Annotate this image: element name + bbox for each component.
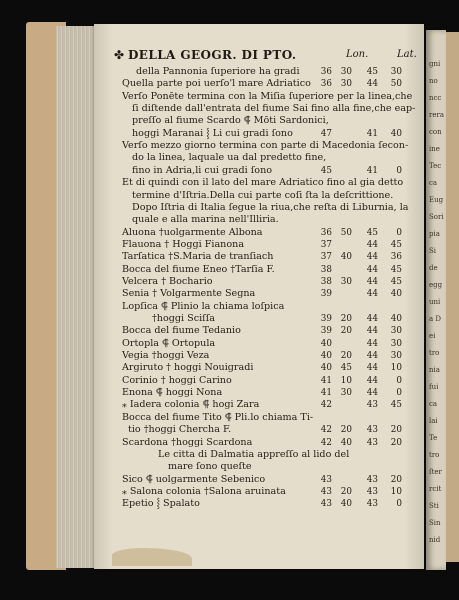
right-page-fragment: a D [429, 315, 442, 323]
lat-minutes: 0 [396, 499, 402, 509]
lon-degrees: 43 [320, 499, 332, 509]
lat-minutes: 40 [390, 289, 402, 299]
right-page-fragment: ca [429, 179, 438, 187]
text-line: Aluona †uolgarmente Albona [122, 227, 263, 238]
lon-degrees: 40 [320, 351, 332, 361]
lon-minutes: 20 [340, 425, 352, 435]
lon-degrees: 38 [320, 265, 332, 275]
lat-minutes: 10 [390, 487, 402, 497]
lon-minutes: 40 [340, 499, 352, 509]
text-line: Scardona †hoggi Scardona [122, 437, 253, 448]
right-page-fragment: Tec [429, 162, 442, 170]
text-line: Argiruto † hoggi Nouigradi [122, 362, 254, 373]
text-line: Bocca del fiume Tedanio [122, 325, 241, 336]
lon-degrees: 36 [320, 79, 332, 89]
text-line: Sico ⸿ uolgarmente Sebenico [122, 474, 266, 485]
text-line: quale e alla marina nell'Illiria. [132, 214, 279, 225]
right-page-fragment: Si [429, 247, 437, 255]
text-line: Enona ⸿ hoggi Nona [122, 387, 223, 398]
lat-degrees: 44 [366, 252, 378, 262]
lon-degrees: 37 [320, 252, 332, 262]
lat-minutes: 20 [390, 438, 402, 448]
lat-degrees: 43 [366, 487, 378, 497]
lat-degrees: 44 [366, 277, 378, 287]
lat-minutes: 40 [390, 314, 402, 324]
text-line: Corinio † hoggi Carino [122, 375, 232, 386]
right-page-fragment: ca [429, 400, 438, 408]
lat-degrees: 44 [366, 265, 378, 275]
right-page-fragment: ncc [429, 94, 442, 102]
right-page-fragment: ſter [429, 468, 442, 476]
text-line: ⁎ Iadera colonia ⸿ hogi Zara [122, 399, 260, 410]
text-line: Vegia †hoggi Veza [122, 350, 210, 361]
lat-degrees: 43 [366, 499, 378, 509]
text-line: Verſo Ponēte termina con la Miſia ſuperiore per la linea,che [122, 91, 413, 102]
lat-degrees: 45 [366, 67, 378, 77]
right-page-fragment: Sin [429, 519, 441, 527]
fleuron-icon: ✤ [114, 48, 125, 62]
right-page-fragment: pia [429, 230, 440, 238]
lat-minutes: 45 [390, 277, 402, 287]
lon-degrees: 41 [320, 376, 332, 386]
lat-degrees: 44 [366, 376, 378, 386]
lon-degrees: 39 [320, 289, 332, 299]
right-page-fragment: lai [429, 417, 438, 425]
lon-degrees: 47 [320, 129, 332, 139]
lat-minutes: 20 [390, 475, 402, 485]
lon-degrees: 42 [320, 425, 332, 435]
text-line: Tarſatica †S.Maria de tranſiach [122, 251, 274, 262]
lat-minutes: 45 [390, 265, 402, 275]
longitude-label: Lon. [346, 49, 369, 60]
text-line: Flauona † Hoggi Fianona [122, 239, 245, 250]
text-line: Epetio ⸾ Spalato [122, 498, 200, 509]
right-page-fragment: egg [429, 281, 443, 289]
text-line: preſſo al fiume Scardo ⸿ Mōti Sardonici, [132, 115, 329, 126]
right-page-fragment: con [429, 128, 442, 136]
lon-degrees: 39 [320, 326, 332, 336]
right-page-fragment: ine [429, 145, 440, 153]
right-page-fragment: nia [429, 366, 440, 374]
lat-minutes: 30 [390, 339, 402, 349]
lat-degrees: 44 [366, 326, 378, 336]
right-page-fragment: Sori [429, 213, 444, 221]
lon-minutes: 40 [340, 438, 352, 448]
lat-minutes: 0 [396, 166, 402, 176]
text-line: Senia † Volgarmente Segna [122, 288, 256, 299]
lat-minutes: 20 [390, 425, 402, 435]
right-page-fragment: Sti [429, 502, 439, 510]
text-line: Dopo Iſtria di Italia ſegue la riua,che reſta di Liburnia, la [132, 202, 409, 213]
text-line: termine d'Iſtria.Della cui parte coſi ſta la deſcrittione. [132, 190, 394, 201]
running-header [114, 48, 418, 64]
text-line: fino in Adria,li cui gradi ſono [132, 165, 273, 176]
text-line: Verſo mezzo giorno termina con parte di Macedonia ſecon- [122, 140, 409, 151]
right-page-fragment: nid [429, 536, 441, 544]
lat-degrees: 44 [366, 339, 378, 349]
text-line: Ortopla ⸿ Ortopula [122, 338, 216, 349]
right-page-edge [426, 30, 446, 570]
lat-minutes: 45 [390, 240, 402, 250]
lon-minutes: 30 [340, 277, 352, 287]
lon-degrees: 42 [320, 438, 332, 448]
lon-degrees: 43 [320, 475, 332, 485]
latitude-label: Lat. [397, 49, 417, 60]
lat-minutes: 36 [390, 252, 402, 262]
text-line: Bocca del fiume Eneo †Tarſia F. [122, 264, 275, 275]
lon-degrees: 39 [320, 314, 332, 324]
page-stain [112, 548, 192, 566]
lon-degrees: 42 [320, 400, 332, 410]
right-page-fragment: Eug [429, 196, 444, 204]
right-page-fragment: ei [429, 332, 436, 340]
lat-degrees: 44 [366, 289, 378, 299]
text-line: Lopſica ⸿ Plinio la chiama loſpica [122, 301, 285, 312]
text-line: Bocca del fiume Tito ⸿ Pli.lo chiama Ti- [122, 412, 314, 423]
lat-degrees: 41 [366, 166, 378, 176]
lon-degrees: 41 [320, 388, 332, 398]
lon-degrees: 36 [320, 67, 332, 77]
lat-degrees: 44 [366, 240, 378, 250]
right-page-fragment: fui [429, 383, 439, 391]
lon-minutes: 50 [340, 228, 352, 238]
lon-degrees: 43 [320, 487, 332, 497]
lat-minutes: 10 [390, 363, 402, 373]
lon-minutes: 45 [340, 363, 352, 373]
right-page-fragment: rcit [429, 485, 442, 493]
lat-degrees: 43 [366, 400, 378, 410]
lon-degrees: 37 [320, 240, 332, 250]
lon-degrees: 45 [320, 166, 332, 176]
right-page-fragment: Te [429, 434, 438, 442]
lat-degrees: 44 [366, 363, 378, 373]
right-page-fragment: rera [429, 111, 445, 119]
lon-minutes: 10 [340, 376, 352, 386]
text-line: tio †hoggi Chercha F. [128, 424, 232, 435]
lon-minutes: 30 [340, 79, 352, 89]
right-page-fragment: gni [429, 60, 441, 68]
text-line: do la linea, laquale ua dal predetto fine, [132, 152, 327, 163]
text-line: della Pannonia ſuperiore ha gradi [136, 66, 300, 77]
lon-minutes: 20 [340, 326, 352, 336]
lon-minutes: 30 [340, 388, 352, 398]
lat-degrees: 43 [366, 438, 378, 448]
lat-minutes: 0 [396, 388, 402, 398]
lon-minutes: 20 [340, 314, 352, 324]
lon-minutes: 40 [340, 252, 352, 262]
lon-degrees: 38 [320, 277, 332, 287]
lat-degrees: 43 [366, 475, 378, 485]
lat-minutes: 30 [390, 67, 402, 77]
right-cover [446, 32, 459, 562]
text-line: hoggi Maranai ⸾ Li cui gradi ſono [132, 128, 293, 139]
text-line: †hoggi Sciſſa [152, 313, 215, 324]
right-page-fragment: tro [429, 349, 440, 357]
lon-minutes: 30 [340, 67, 352, 77]
lat-minutes: 0 [396, 376, 402, 386]
text-line: mare ſono queſte [168, 461, 252, 472]
text-line: Et di quindi con il lato del mare Adriatico fino al gia detto [122, 177, 404, 188]
lat-degrees: 44 [366, 79, 378, 89]
lat-degrees: 41 [366, 129, 378, 139]
lat-minutes: 30 [390, 326, 402, 336]
right-page-fragment: uni [429, 298, 441, 306]
lat-degrees: 44 [366, 388, 378, 398]
text-line: ⁎ Salona colonia †Salona aruinata [122, 486, 286, 497]
lat-degrees: 45 [366, 228, 378, 238]
lat-minutes: 0 [396, 228, 402, 238]
lat-minutes: 45 [390, 400, 402, 410]
lon-minutes: 20 [340, 487, 352, 497]
lat-minutes: 30 [390, 351, 402, 361]
text-line: Velcera † Bochario [122, 276, 213, 287]
lat-degrees: 44 [366, 351, 378, 361]
text-line: ſi diſtende dall'entrata del fiume Sai fino alla fine,che eap- [132, 103, 416, 114]
lon-minutes: 20 [340, 351, 352, 361]
text-line: Quella parte poi uerſo'l mare Adriatico [122, 78, 311, 89]
lat-degrees: 43 [366, 425, 378, 435]
right-page-fragment: de [429, 264, 438, 272]
lon-degrees: 40 [320, 339, 332, 349]
right-page-fragment: no [429, 77, 438, 85]
lat-minutes: 40 [390, 129, 402, 139]
right-page-fragment: tro [429, 451, 440, 459]
lon-degrees: 40 [320, 363, 332, 373]
lon-degrees: 36 [320, 228, 332, 238]
lat-minutes: 50 [390, 79, 402, 89]
text-line: Le citta di Dalmatia appreſſo al lido del [158, 449, 350, 460]
page-title: DELLA GEOGR. DI PTO. [128, 48, 297, 62]
lat-degrees: 44 [366, 314, 378, 324]
